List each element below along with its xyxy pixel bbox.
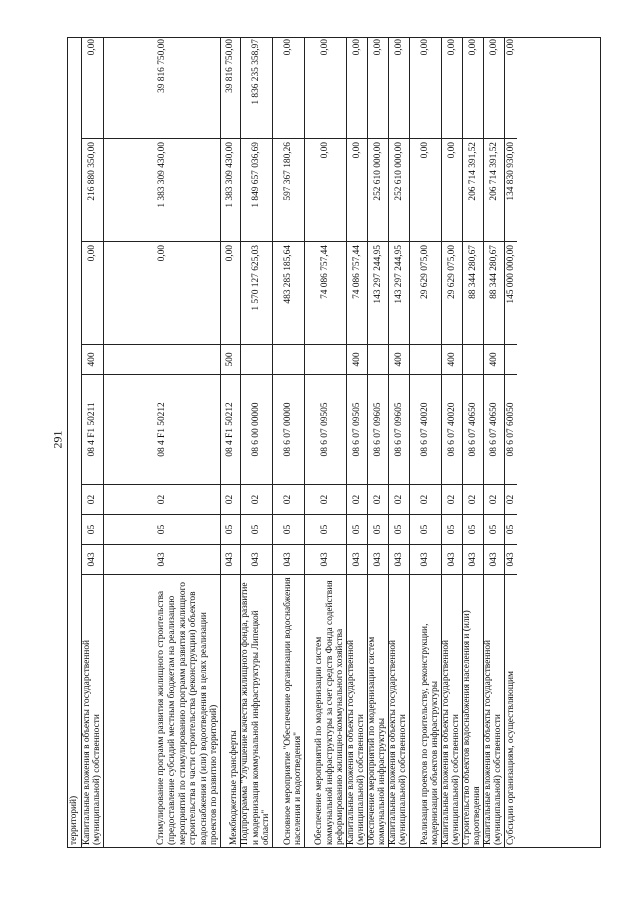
- subsection-code: 02: [389, 485, 409, 515]
- section-code: 05: [273, 515, 304, 545]
- grbs-code: 043: [82, 545, 103, 575]
- amount-year-1: 74 086 757,44: [347, 242, 367, 345]
- subsection-code: 02: [241, 485, 272, 515]
- amount-year-1: 88 344 280,67: [484, 242, 504, 345]
- expense-type-code: 400: [82, 345, 103, 375]
- table-row: [240, 38, 272, 847]
- row-name: Реализация проектов по строительству, реконструкции, модернизации объектов инфраструктуры: [419, 623, 441, 845]
- expense-type-code: [305, 345, 346, 375]
- amount-year-1: 0,00: [82, 242, 103, 345]
- amount-year-1: 145 000 000,00: [505, 242, 517, 345]
- row-name: Стимулирование программ развития жилищного строительства (предоставление субсидий местным бюджетам на реализацию мероприятий по стимулированию программ развития жилищного строительства в части строительства (реконструкции) объектов водоснабжения и (или) водоотведения в целях реализации проектов по развитию территорий): [156, 582, 220, 845]
- section-code: 05: [410, 515, 441, 545]
- table-row: [367, 38, 388, 847]
- subsection-code: 02: [463, 485, 483, 515]
- amount-year-3: 0,00: [484, 36, 504, 139]
- expense-type-code: 500: [221, 345, 240, 375]
- amount-year-2: 252 610 000,00: [368, 139, 388, 242]
- table-row: [68, 38, 81, 847]
- grbs-code: 043: [273, 545, 304, 575]
- target-article-code: 08 6 07 09605: [368, 375, 388, 485]
- expense-type-code: 400: [347, 345, 367, 375]
- expense-type-code: [273, 345, 304, 375]
- amount-year-2: 252 610 000,00: [389, 139, 409, 242]
- section-code: 05: [305, 515, 346, 545]
- expense-type-code: [104, 345, 220, 375]
- amount-year-2: 0,00: [410, 139, 441, 242]
- amount-year-2: 0,00: [347, 139, 367, 242]
- amount-year-2: 0,00: [442, 139, 462, 242]
- table-row: [272, 38, 304, 847]
- grbs-code: 043: [463, 545, 483, 575]
- amount-year-1: 483 285 185,64: [273, 242, 304, 345]
- expense-type-code: [368, 345, 388, 375]
- grbs-code: 043: [410, 545, 441, 575]
- table-row: [346, 38, 367, 847]
- table-row: [103, 38, 220, 847]
- section-code: 05: [221, 515, 240, 545]
- table-row: [81, 38, 103, 847]
- section-code: 05: [484, 515, 504, 545]
- row-name: Капитальные вложения в объекты государственной (муниципальной) собственности: [482, 639, 504, 845]
- table-row: [409, 38, 441, 847]
- target-article-code: 08 4 F1 50211: [82, 375, 103, 485]
- target-article-code: 08 6 07 40650: [484, 375, 504, 485]
- amount-year-3: 0,00: [368, 36, 388, 139]
- table-row: [388, 38, 409, 847]
- amount-year-2: 1 849 657 036,69: [241, 139, 272, 242]
- target-article-code: 08 4 F1 50212: [104, 375, 220, 485]
- amount-year-1: 0,00: [104, 242, 220, 345]
- amount-year-1: 88 344 280,67: [463, 242, 483, 345]
- amount-year-3: 1 836 235 358,97: [241, 36, 272, 139]
- continued-text: территорий): [69, 795, 80, 845]
- amount-year-3: 0,00: [347, 36, 367, 139]
- target-article-code: 08 6 07 40020: [410, 375, 441, 485]
- budget-table: [67, 37, 601, 848]
- row-name: Подпрограмма "Улучшение качества жилищного фонда, развитие и модернизация коммунальной инфраструктуры Липецкой области": [240, 582, 272, 845]
- row-name: Межбюджетные трансферты: [229, 730, 240, 845]
- subsection-code: 02: [273, 485, 304, 515]
- expense-type-code: 400: [484, 345, 504, 375]
- target-article-code: 08 6 07 09605: [389, 375, 409, 485]
- amount-year-2: 216 880 350,00: [82, 139, 103, 242]
- grbs-code: 043: [505, 545, 517, 575]
- amount-year-2: 0,00: [305, 139, 346, 242]
- row-name: Капитальные вложения в объекты государственной (муниципальной) собственности: [81, 639, 103, 845]
- grbs-code: 043: [389, 545, 409, 575]
- table-row: [504, 38, 517, 847]
- amount-year-1: 29 629 075,00: [442, 242, 462, 345]
- amount-year-3: 0,00: [82, 36, 103, 139]
- target-article-code: 08 6 07 09505: [305, 375, 346, 485]
- amount-year-3: 0,00: [389, 36, 409, 139]
- section-code: 05: [347, 515, 367, 545]
- grbs-code: 043: [241, 545, 272, 575]
- amount-year-1: 29 629 075,00: [410, 242, 441, 345]
- table-row: [483, 38, 504, 847]
- grbs-code: 043: [104, 545, 220, 575]
- row-name: Капитальные вложения в объекты государственной (муниципальной) собственности: [345, 639, 367, 845]
- row-name: Обеспечение мероприятий по модернизации систем коммунальной инфраструктуры: [366, 636, 388, 845]
- amount-year-1: 0,00: [221, 242, 240, 345]
- amount-year-3: 39 816 750,00: [104, 36, 220, 139]
- subsection-code: 02: [368, 485, 388, 515]
- subsection-code: 02: [484, 485, 504, 515]
- amount-year-3: 0,00: [463, 36, 483, 139]
- table-row: [441, 38, 462, 847]
- table-row: [220, 38, 240, 847]
- target-article-code: 08 6 00 00000: [241, 375, 272, 485]
- row-name: Обеспечение мероприятий по модернизации систем коммунальной инфраструктуры за счет средств Фонда содействия реформированию жилищно-коммунального хозяйства: [314, 580, 346, 845]
- amount-year-2: 134 830 930,00: [505, 139, 517, 242]
- expense-type-code: [410, 345, 441, 375]
- row-name: Капитальные вложения в объекты государственной (муниципальной) собственности: [387, 639, 409, 845]
- amount-year-1: 1 570 127 625,03: [241, 242, 272, 345]
- target-article-code: 08 4 F1 50212: [221, 375, 240, 485]
- row-name: Строительство объектов водоснабжения населения и (или) водоотведения: [461, 610, 483, 845]
- row-name: Основное мероприятие "Обеспечение организации водоснабжения населения и водоотведения": [282, 577, 304, 845]
- page-number: 291: [50, 430, 65, 449]
- subsection-code: 02: [347, 485, 367, 515]
- subsection-code: 02: [442, 485, 462, 515]
- amount-year-3: 0,00: [505, 36, 517, 139]
- section-code: 05: [389, 515, 409, 545]
- target-article-code: 08 6 07 09505: [347, 375, 367, 485]
- section-code: 05: [505, 515, 517, 545]
- expense-type-code: [505, 345, 517, 375]
- amount-year-2: 206 714 391,52: [484, 139, 504, 242]
- target-article-code: 08 6 07 60050: [505, 375, 517, 485]
- amount-year-1: 143 297 244,95: [389, 242, 409, 345]
- table-row: [304, 38, 346, 847]
- grbs-code: 043: [368, 545, 388, 575]
- section-code: 05: [241, 515, 272, 545]
- amount-year-2: 1 383 309 430,00: [221, 139, 240, 242]
- grbs-code: 043: [442, 545, 462, 575]
- section-code: 05: [442, 515, 462, 545]
- subsection-code: 02: [221, 485, 240, 515]
- amount-year-3: 0,00: [410, 36, 441, 139]
- section-code: 05: [463, 515, 483, 545]
- row-name: Субсидии организациям, осуществляющим: [506, 671, 517, 845]
- expense-type-code: 400: [442, 345, 462, 375]
- subsection-code: 02: [305, 485, 346, 515]
- amount-year-1: 143 297 244,95: [368, 242, 388, 345]
- subsection-code: 02: [410, 485, 441, 515]
- amount-year-2: 206 714 391,52: [463, 139, 483, 242]
- target-article-code: 08 6 07 00000: [273, 375, 304, 485]
- amount-year-2: 1 383 309 430,00: [104, 139, 220, 242]
- row-name: Капитальные вложения в объекты государственной (муниципальной) собственности: [440, 639, 462, 845]
- amount-year-2: 597 367 180,26: [273, 139, 304, 242]
- amount-year-3: 39 816 750,00: [221, 36, 240, 139]
- amount-year-3: 0,00: [442, 36, 462, 139]
- section-code: 05: [82, 515, 103, 545]
- subsection-code: 02: [104, 485, 220, 515]
- target-article-code: 08 6 07 40020: [442, 375, 462, 485]
- table-row: [462, 38, 483, 847]
- subsection-code: 02: [505, 485, 517, 515]
- amount-year-3: 0,00: [273, 36, 304, 139]
- section-code: 05: [368, 515, 388, 545]
- subsection-code: 02: [82, 485, 103, 515]
- expense-type-code: [463, 345, 483, 375]
- grbs-code: 043: [484, 545, 504, 575]
- expense-type-code: [241, 345, 272, 375]
- grbs-code: 043: [347, 545, 367, 575]
- amount-year-3: 0,00: [305, 36, 346, 139]
- section-code: 05: [104, 515, 220, 545]
- grbs-code: 043: [221, 545, 240, 575]
- amount-year-1: 74 086 757,44: [305, 242, 346, 345]
- expense-type-code: 400: [389, 345, 409, 375]
- grbs-code: 043: [305, 545, 346, 575]
- target-article-code: 08 6 07 40650: [463, 375, 483, 485]
